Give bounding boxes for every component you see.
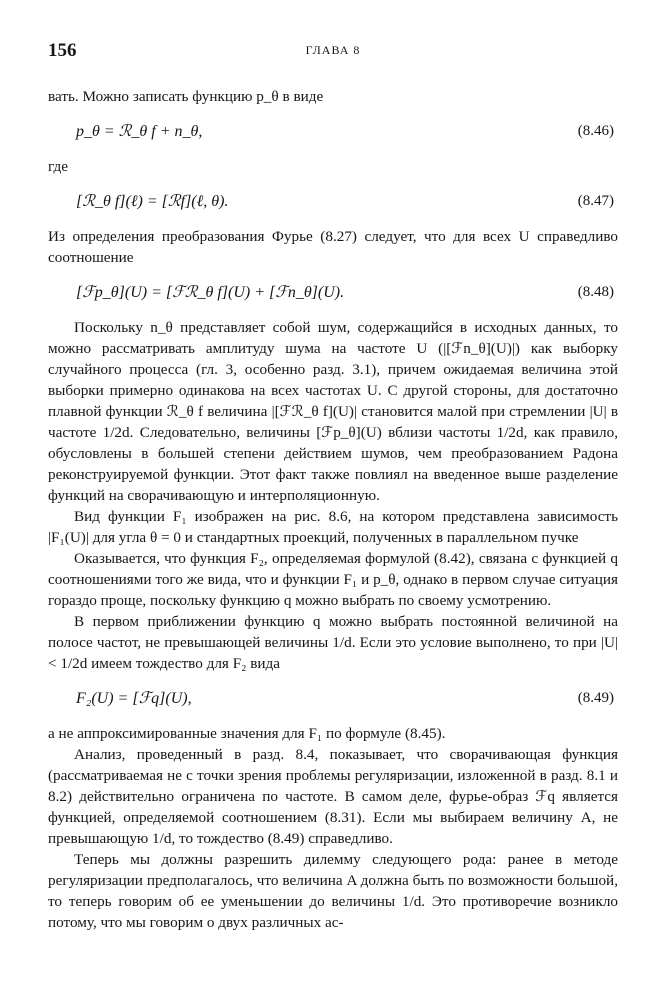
- paragraph: Из определения преобразования Фурье (8.27) следует, что для всех U справедливо соотношение: [48, 228, 618, 266]
- page-body: [48, 86, 618, 933]
- equation-number: (8.46): [577, 123, 614, 139]
- paragraph: Оказывается, что функция F₂, определяемая формулой (8.42), связана с функцией q соотношениями того же вида, что и функции F₁ и p_θ, однако в первом случае ситуация гораздо проще, поскольку функцию q можно выбрать по своему усмотрению.: [48, 550, 618, 609]
- paragraph: Вид функции F₁ изображен на рис. 8.6, на котором представлена зависимость |F₁(U)| для угла θ = 0 и стандартных проекций, полученных в параллельном пучке: [48, 508, 618, 546]
- running-head: ГЛАВА 8: [305, 43, 361, 57]
- equation-expression: [ℛ_θ f](ℓ) = [ℛf](ℓ, θ).: [76, 193, 229, 210]
- equation-expression: p_θ = ℛ_θ f + n_θ,: [76, 123, 203, 140]
- paragraph: Поскольку n_θ представляет собой шум, содержащийся в исходных данных, то можно рассматривать амплитуду шума на частоте U (|[ℱn_θ](U)|) как выборку случайного процесса (гл. 3, особенно разд. 3.1), причем ожидаемая величина этой выборки примерно одинакова на всех частотах U. С другой стороны, для достаточно плавной функции ℛ_θ f величина |[ℱℛ_θ f](U)| становится малой при стремлении |U| в частоте 1/2d. Следовательно, величины [ℱp_θ](U) вблизи частоты 1/2d, как правило, обусловлены в большей степени действием шумов, чем преобразованием Радона реконструируемой функции. Этот факт также повлиял на введенное выше разделение функций на сворачивающую и интерполяционную.: [48, 319, 618, 504]
- equation-number: (8.47): [577, 193, 614, 209]
- equation-number: (8.49): [577, 690, 614, 706]
- page-number: 156: [48, 40, 77, 61]
- paragraph: Анализ, проведенный в разд. 8.4, показывает, что сворачивающая функция (рассматриваемая не с точки зрения проблемы регуляризации, изложенной в разд. 8.1 и 8.2) действительно ограничена по частоте. В самом деле, фурье-образ ℱq является функцией, определяемой соотношением (8.31). Если мы выбираем величину A, не превышающую 1/d, то тождество (8.49) справедливо.: [48, 746, 618, 847]
- equation-8-47: [48, 191, 618, 212]
- equation-number: (8.48): [577, 284, 614, 300]
- page-header: [48, 40, 618, 64]
- paragraph: вать. Можно записать функцию p_θ в виде: [48, 88, 324, 105]
- paragraph: а не аппроксимированные значения для F₁ по формуле (8.45).: [48, 725, 446, 742]
- where-label: где: [48, 158, 68, 175]
- equation-8-46: [48, 121, 618, 142]
- equation-expression: F₂(U) = [ℱq](U),: [76, 690, 192, 707]
- paragraph: Теперь мы должны разрешить дилемму следующего рода: ранее в методе регуляризации предполагалось, что величина A должна быть по возможности большой, то теперь говорим об ее уменьшении до величины 1/d. Это противоречие возникло потому, что мы говорим о двух различных ас-: [48, 851, 618, 931]
- equation-expression: [ℱp_θ](U) = [ℱℛ_θ f](U) + [ℱn_θ](U).: [76, 284, 345, 301]
- equation-8-49: [48, 688, 618, 709]
- paragraph: В первом приближении функцию q можно выбрать постоянной величиной на полосе частот, не превышающей величины 1/d. Если это условие выполнено, то при |U| < 1/2d имеем тождество для F₂ вида: [48, 613, 618, 672]
- equation-8-48: [48, 282, 618, 303]
